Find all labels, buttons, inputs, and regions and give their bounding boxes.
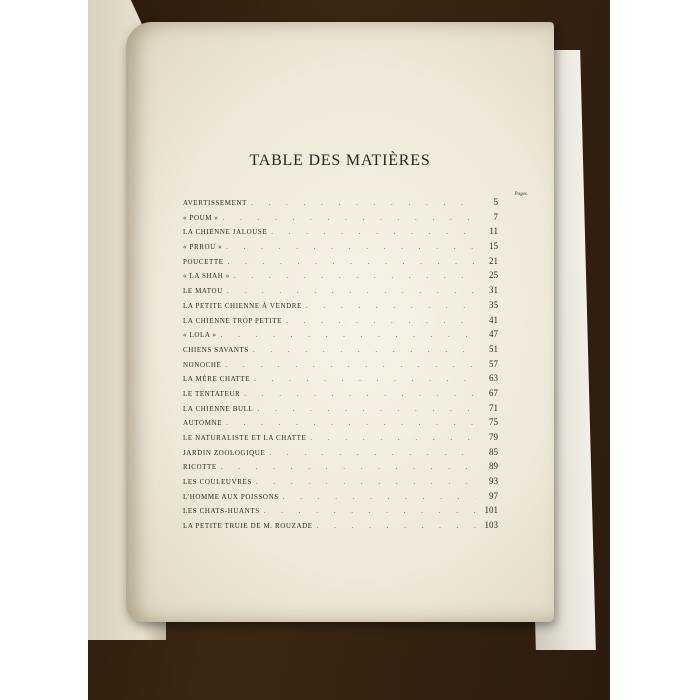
toc-entry	[183, 315, 498, 330]
toc-entry	[183, 300, 498, 315]
toc-entry-title: NONOCHE	[183, 360, 222, 369]
toc-entry-page: 35	[489, 299, 498, 310]
toc-entry	[183, 491, 498, 506]
toc-entry	[183, 285, 498, 300]
toc-entry-page: 7	[493, 211, 498, 222]
dot-leader	[234, 272, 476, 280]
photo-scene	[88, 0, 610, 700]
toc-entry-page: 97	[489, 490, 498, 501]
toc-entry	[183, 461, 498, 476]
toc-entry	[183, 270, 498, 285]
toc-entry-page: 41	[489, 314, 498, 325]
toc-entry-title: « LOLA »	[183, 331, 217, 340]
dot-leader	[269, 449, 476, 457]
toc-entry-title: CHIENS SAVANTS	[183, 345, 249, 354]
toc-entry-page: 79	[489, 432, 498, 442]
toc-entry-title: L'HOMME AUX POISSONS	[183, 492, 279, 501]
toc-entry-page: 11	[489, 226, 498, 237]
toc-entry	[183, 256, 498, 271]
toc-title: TABLE DES MATIÈRES	[249, 152, 431, 169]
toc-entry-page: 101	[484, 505, 498, 516]
toc-entry	[183, 197, 498, 212]
toc-entry-title: « LA SHAH »	[183, 272, 230, 281]
toc-entry-page: 85	[489, 446, 498, 457]
dot-leader	[306, 302, 476, 310]
toc-entry-title: AVERTISSEMENT	[183, 199, 248, 207]
toc-entry-page: 57	[489, 358, 498, 369]
dot-leader	[226, 419, 476, 427]
toc-entry-title: POUCETTE	[183, 257, 224, 266]
toc-entry-title: « PRROU »	[183, 243, 223, 252]
toc-entry-title: LA PETITE TRUIE DE M. ROUZADE	[183, 522, 313, 531]
toc-entry-page: 47	[489, 329, 498, 340]
dot-leader	[228, 258, 476, 266]
toc-entry	[183, 447, 498, 462]
dot-leader	[225, 361, 476, 369]
toc-entry-page: 67	[489, 387, 498, 398]
toc-entry-page: 89	[489, 461, 498, 472]
toc-entry-page: 75	[489, 417, 498, 428]
dot-leader	[283, 493, 476, 501]
toc-entry	[183, 417, 498, 432]
toc-entry-page: 63	[489, 373, 498, 384]
toc-entry	[183, 520, 498, 535]
toc-entry-title: LE MATOU	[183, 287, 223, 296]
toc-list	[183, 197, 498, 535]
book-page	[126, 22, 554, 622]
dot-leader	[286, 317, 476, 325]
toc-entry-page: 5	[493, 197, 498, 207]
dot-leader	[244, 390, 476, 398]
toc-entry-page: 15	[489, 241, 498, 252]
toc-entry-page: 21	[489, 255, 498, 266]
toc-entry-title: « POUM »	[183, 213, 219, 222]
dot-leader	[271, 228, 476, 236]
dot-leader	[253, 346, 476, 354]
toc-entry	[183, 359, 498, 374]
dot-leader	[251, 199, 476, 207]
dot-leader	[223, 214, 476, 222]
toc-entry-page: 31	[489, 285, 498, 296]
toc-entry	[183, 241, 498, 256]
toc-entry	[183, 403, 498, 418]
toc-entry-title: LES COULEUVRES	[183, 478, 252, 487]
dot-leader	[257, 405, 476, 413]
toc-entry-title: LES CHATS-HUANTS	[183, 507, 260, 516]
toc-entry-page: 51	[489, 343, 498, 354]
toc-entry-title: AUTOMNE	[183, 419, 223, 428]
toc-entry-page: 103	[484, 520, 498, 531]
toc-entry-title: RICOTTE	[183, 463, 217, 472]
toc-entry-title: LA PETITE CHIENNE À VENDRE	[183, 301, 302, 310]
toc-entry-title: LA MÈRE CHATTE	[183, 375, 251, 384]
dot-leader	[226, 243, 476, 251]
toc-entry	[183, 373, 498, 388]
toc-entry-page: 93	[489, 476, 498, 487]
toc-entry-title: LE NATURALISTE ET LA CHATTE	[183, 434, 307, 442]
toc-entry	[183, 505, 498, 520]
toc-entry-page: 25	[489, 270, 498, 281]
dot-leader	[317, 522, 476, 530]
dot-leader	[256, 478, 476, 486]
dot-leader	[221, 463, 476, 471]
dot-leader	[264, 507, 476, 515]
dot-leader	[254, 375, 476, 383]
toc-entry-title: JARDIN ZOOLOGIQUE	[183, 448, 266, 457]
toc-entry-title: LA CHIENNE TROP PETITE	[183, 316, 282, 325]
pages-column-label: Pages.	[514, 192, 528, 197]
toc-entry-title: LA CHIENNE JALOUSE	[183, 228, 268, 237]
dot-leader	[310, 434, 476, 442]
dot-leader	[221, 331, 476, 339]
toc-entry	[183, 226, 498, 241]
toc-entry	[183, 329, 498, 344]
dot-leader	[227, 287, 476, 295]
toc-entry-page: 71	[489, 402, 498, 413]
toc-entry-title: LE TENTATEUR	[183, 389, 241, 398]
toc-entry	[183, 388, 498, 403]
toc-entry	[183, 212, 498, 227]
toc-entry-title: LA CHIENNE BULL	[183, 404, 254, 413]
toc-entry	[183, 476, 498, 491]
toc-entry	[183, 432, 498, 447]
toc-entry	[183, 344, 498, 359]
